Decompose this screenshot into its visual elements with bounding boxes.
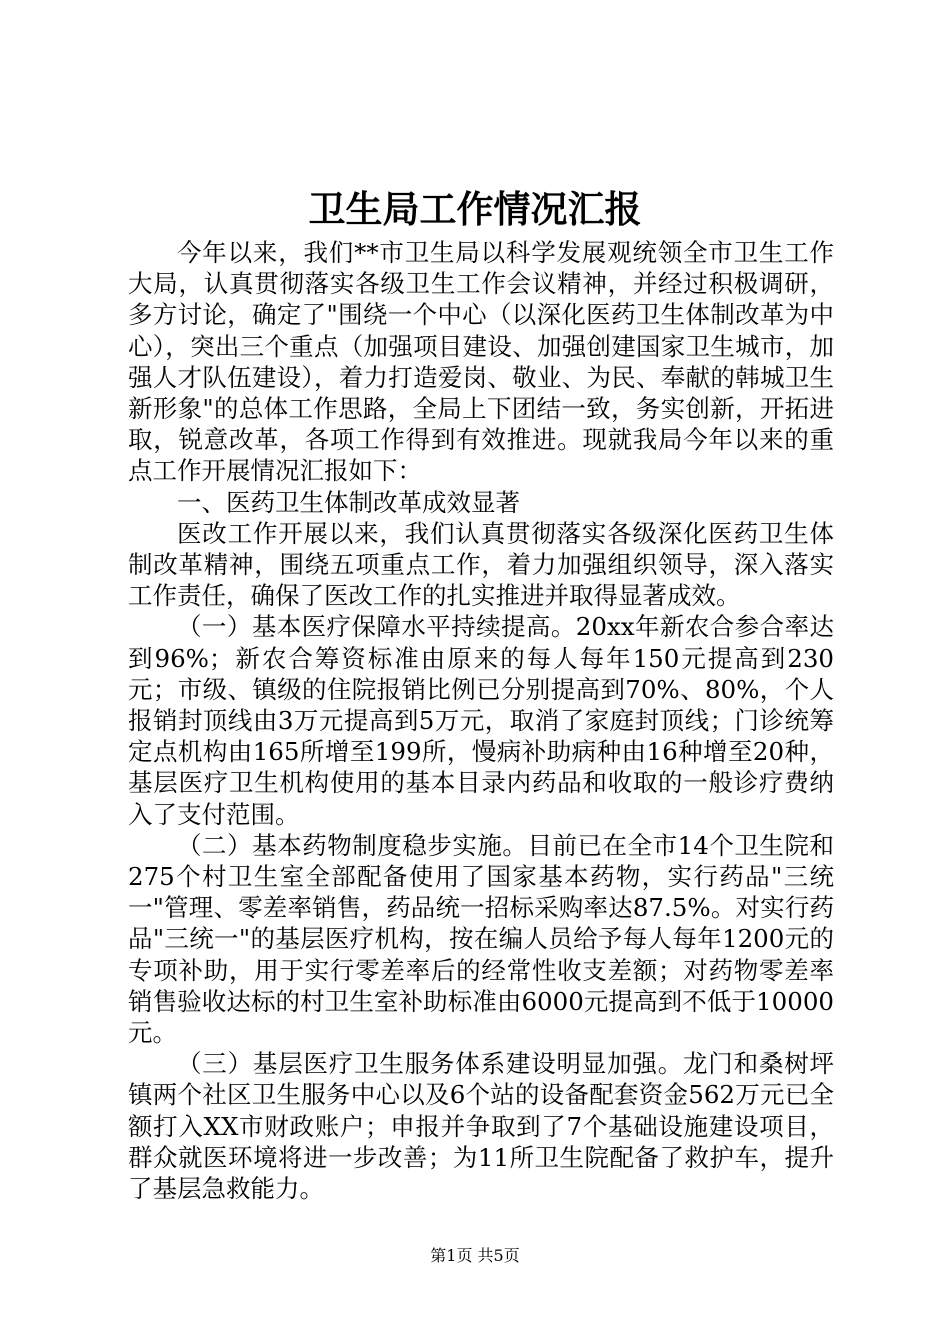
section-heading-1: 一、医药卫生体制改革成效显著 <box>177 487 520 517</box>
paragraph-intro: 今年以来，我们**市卫生局以科学发展观统领全市卫生工作大局，认真贯彻落实各级卫生工作会议精神，并经过积极调研，多方讨论，确定了"围绕一个中心（以深化医药卫生体制改革为中心），突出三个重点（加强项目建设、加强创建国家卫生城市，加强人才队伍建设），着力打造爱岗、敬业、为民、奉献的韩城卫生新形象"的总体工作思路，全局上下团结一致，务实创新，开拓进取，锐意改革，各项工作得到有效推进。现就我局今年以来的重点工作开展情况汇报如下： <box>128 238 834 486</box>
document-body <box>128 237 834 1204</box>
document-title: 卫生局工作情况汇报 <box>308 187 642 231</box>
paragraph-item-1: （一）基本医疗保障水平持续提高。20xx年新农合参合率达到96%；新农合筹资标准由原来的每人每年150元提高到230元；市级、镇级的住院报销比例已分别提高到70%、80%，个人报销封顶线由3万元提高到5万元，取消了家庭封顶线；门诊统筹定点机构由165所增至199所，慢病补助病种由16种增至20种，基层医疗卫生机构使用的基本目录内药品和收取的一般诊疗费纳入了支付范围。 <box>128 612 834 829</box>
paragraph-item-3: （三）基层医疗卫生服务体系建设明显加强。龙门和桑树坪镇两个社区卫生服务中心以及6个站的设备配套资金562万元已全额打入XX市财政账户；申报并争取到了7个基础设施建设项目，群众就医环境将进一步改善；为11所卫生院配备了救护车，提升了基层急救能力。 <box>128 1049 834 1204</box>
paragraph-section-1-intro: 医改工作开展以来，我们认真贯彻落实各级深化医药卫生体制改革精神，围绕五项重点工作，着力加强组织领导，深入落实工作责任，确保了医改工作的扎实推进并取得显著成效。 <box>128 518 834 611</box>
paragraph-item-2: （二）基本药物制度稳步实施。目前已在全市14个卫生院和275个村卫生室全部配备使用了国家基本药物，实行药品"三统一"管理、零差率销售，药品统一招标采购率达87.5%。对实行药品"三统一"的基层医疗机构，按在编人员给予每人每年1200元的专项补助，用于实行零差率后的经常性收支差额；对药物零差率销售验收达标的村卫生室补助标准由6000元提高到不低于10000元。 <box>128 830 834 1048</box>
page-number-footer: 第1页 共5页 <box>430 1246 520 1265</box>
